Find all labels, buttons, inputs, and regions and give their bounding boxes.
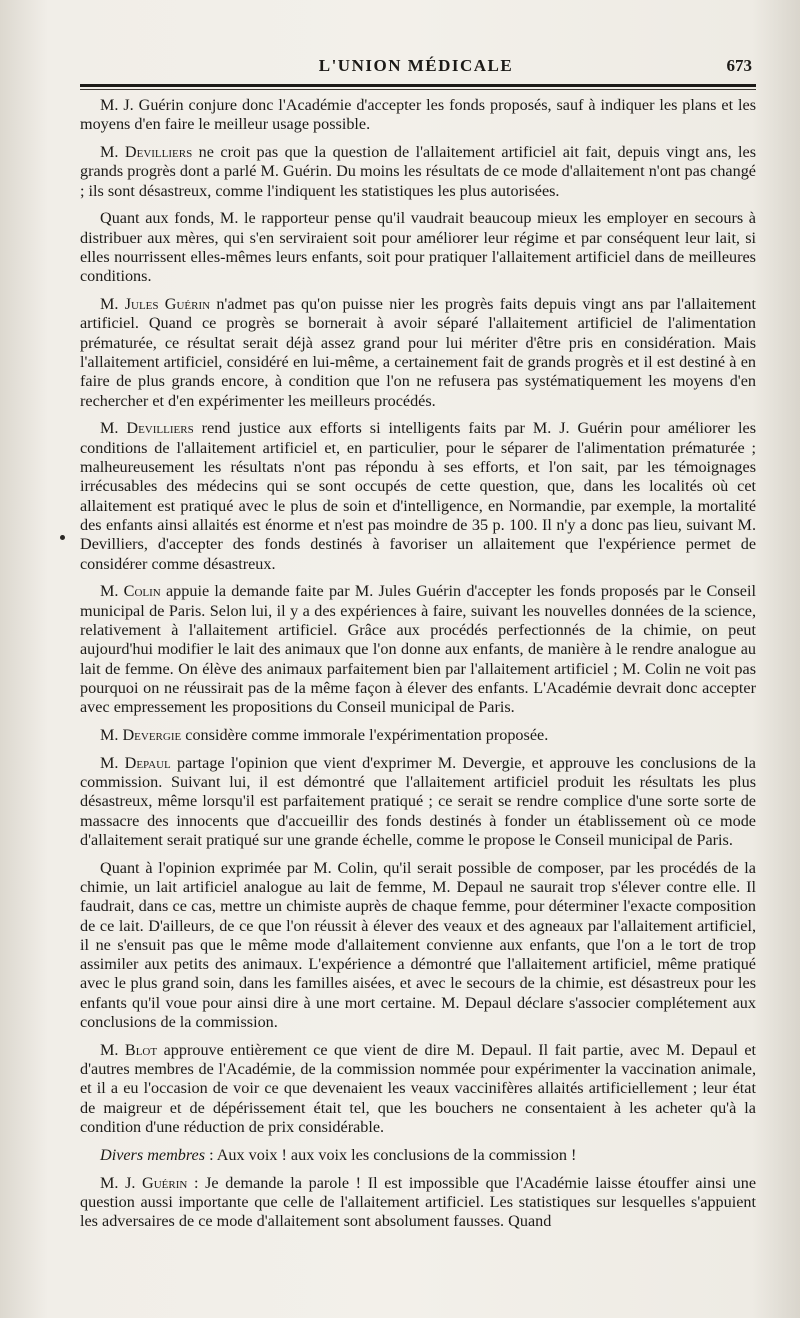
paragraph-8 [80,754,756,850]
speaker-name: M. J. Guérin [100,1173,188,1192]
paragraph-10 [80,1041,756,1137]
paragraph-text: rend justice aux efforts si intelligents faits par M. J. Guérin pour améliorer les conditions de l'allaitement artificiel et, en particulier, pour le séparer de l'alimentation prématurée ; malheureusement les résultats n'ont pas répondu à ses efforts, et l'on sait, par les témoignages irrécusables des médecins qui se sont occupés de cette question, que, dans les localités où cet allaitement est pratiqué avec le plus de soin et d'intelligence, en Normandie, par exemple, la mortalité des enfants ainsi allaités est énorme et n'est pas moindre de 35 p. 100. Il n'y a donc pas lieu, suivant M. Devilliers, d'accepter des fonds destinés à favoriser un allaitement que l'expérience permet de considérer comme désastreux. [80,419,756,573]
running-header [80,56,752,84]
speaker-name: M. Devergie [100,725,182,744]
header-rule-thin [80,89,756,90]
body-text [80,96,756,1232]
speaker-name: M. Blot [100,1040,158,1059]
speaker-name: M. Jules Guérin [100,295,211,314]
paragraph-1 [80,96,756,135]
paragraph-text: ne croit pas que la question de l'allaitement artificiel ait fait, depuis vingt ans, les grands progrès dont a parlé M. Guérin. Du moins les résultats de ce mode d'allaitement n'ont pas changé ; ils sont désastreux, comme l'indiquent les statistiques les plus autorisées. [80,143,756,200]
header-rule [80,84,756,87]
paragraph-text: appuie la demande faite par M. Jules Guérin d'accepter les fonds proposés par le Conseil municipal de Paris. Selon lui, il y a des expériences à faire, suivant les nouvelles données de la science, relativement à l'allaitement artificiel. Grâce aux procédés perfectionnés de la chimie, on peut aujourd'hui modifier le lait des animaux que l'on donne aux enfants, de manière à le rendre analogue au lait de femme. On élève des animaux parfaitement bien par l'allaitement artificiel ; M. Colin ne voit pas pourquoi on ne réussirait pas de la même façon à élever des enfants. L'Académie devrait donc accepter avec empressement les propositions du Conseil municipal de Paris. [80,582,756,717]
speaker-name: M. Colin [100,582,161,601]
speaker-name: M. Depaul [100,753,171,772]
speaker-name: M. Devilliers [100,419,194,438]
paragraph-7 [80,726,756,745]
paragraph-text: M. J. Guérin conjure donc l'Académie d'accepter les fonds proposés, sauf à indiquer les plans et les moyens d'en faire le meilleur usage possible. [80,96,756,134]
paragraph-text: Quant à l'opinion exprimée par M. Colin, qu'il serait possible de composer, par les procédés de la chimie, un lait artificiel analogue au lait de femme, M. Depaul ne saurait trop s'élever contre elle. Il faudrait, dans ce cas, mettre un chimiste auprès de chaque femme, pour déterminer l'exacte composition de ce lait. D'ailleurs, de ce que l'on réussit à élever des veaux et des agneaux par l'allaitement artificiel, il ne s'ensuit pas que le même mode d'allaitement convienne aux enfants, que l'on a le tort de trop assimiler aux petits des animaux. L'expérience a démontré que l'allaitement artificiel, même pratiqué avec le plus grand soin, dans les familles aisées, et avec le secours de la chimie, est désastreux pour les enfants qu'il voue pour ainsi dire à une mort certaine. M. Depaul déclare s'associer complétement aux conclusions de la commission. [80,858,756,1032]
paragraph-text: : Je demande la parole ! Il est impossible que l'Académie laisse étouffer ainsi une question aussi importante que celle de l'allaitement artificiel. Les statistiques sur lesquelles s'appuient les adversaires de ce mode d'allaitement sont absolument fausses. Quand [80,1173,757,1231]
speaker-name: Divers membres [100,1145,206,1164]
speaker-name: M. Devilliers [100,143,193,162]
paragraph-3 [80,209,756,286]
paragraph-12 [80,1174,756,1232]
paragraph-9 [80,859,756,1033]
paragraph-text: partage l'opinion que vient d'exprimer M. Devergie, et approuve les conclusions de la commission. Suivant lui, il est démontré que l'allaitement artificiel produit les résultats les plus désastreux, même lorsqu'il est parfaitement pratiqué ; ce serait se rendre complice d'une sorte sorte de massacre des innocents que d'accueillir des fonds destinés à fonder un établissement où ce mode d'allaitement serait pratiqué sur une grande échelle, comme le propose le Conseil municipal de Paris. [80,753,756,849]
paragraph-text: Quant aux fonds, M. le rapporteur pense qu'il vaudrait beaucoup mieux les employer en secours à distribuer aux mères, qui s'en serviraient soit pour améliorer leur régime et par conséquent leur lait, si elles nourrissent elles-mêmes leurs enfants, soit pour pratiquer l'allaitement artificiel dans de meilleures conditions. [80,209,756,286]
paragraph-text: : Aux voix ! aux voix les conclusions de la commission ! [205,1145,577,1164]
paragraph-text: considère comme immorale l'expérimentation proposée. [181,725,549,744]
paragraph-text: approuve entièrement ce que vient de dire M. Depaul. Il fait partie, avec M. Depaul et d'autres membres de l'Académie, de la commission nommée pour expérimenter la vaccination animale, et il a eu l'occasion de voir ce que devenaient les veaux vaccinifères allaités artificiellement ; leur état de maigreur et de dépérissement était tel, que les bouchers ne consentaient à les acheter qu'à la condition d'une réduction de prix considérable. [80,1040,756,1137]
paragraph-4 [80,295,756,411]
page-number: 673 [726,56,752,75]
margin-mark [60,535,65,540]
paragraph-6 [80,582,756,717]
paragraph-11 [80,1146,756,1165]
paragraph-text: n'admet pas qu'on puisse nier les progrès faits depuis vingt ans par l'allaitement artificiel. Quand ce progrès se bornerait à avoir séparé l'allaitement artificiel de l'alimentation prématurée, ce résultat serait déjà assez grand pour lui mériter d'être pris en considération. Mais l'allaitement artificiel, considéré en lui-même, a certainement fait de grands progrès et il est destiné à en faire de plus grands encore, à condition que l'on ne refusera pas systématiquement les moyens d'en rechercher et d'en expérimenter les meilleurs procédés. [80,295,756,410]
paragraph-5 [80,419,756,573]
paragraph-2 [80,143,756,201]
journal-title: L'UNION MÉDICALE [318,56,514,75]
